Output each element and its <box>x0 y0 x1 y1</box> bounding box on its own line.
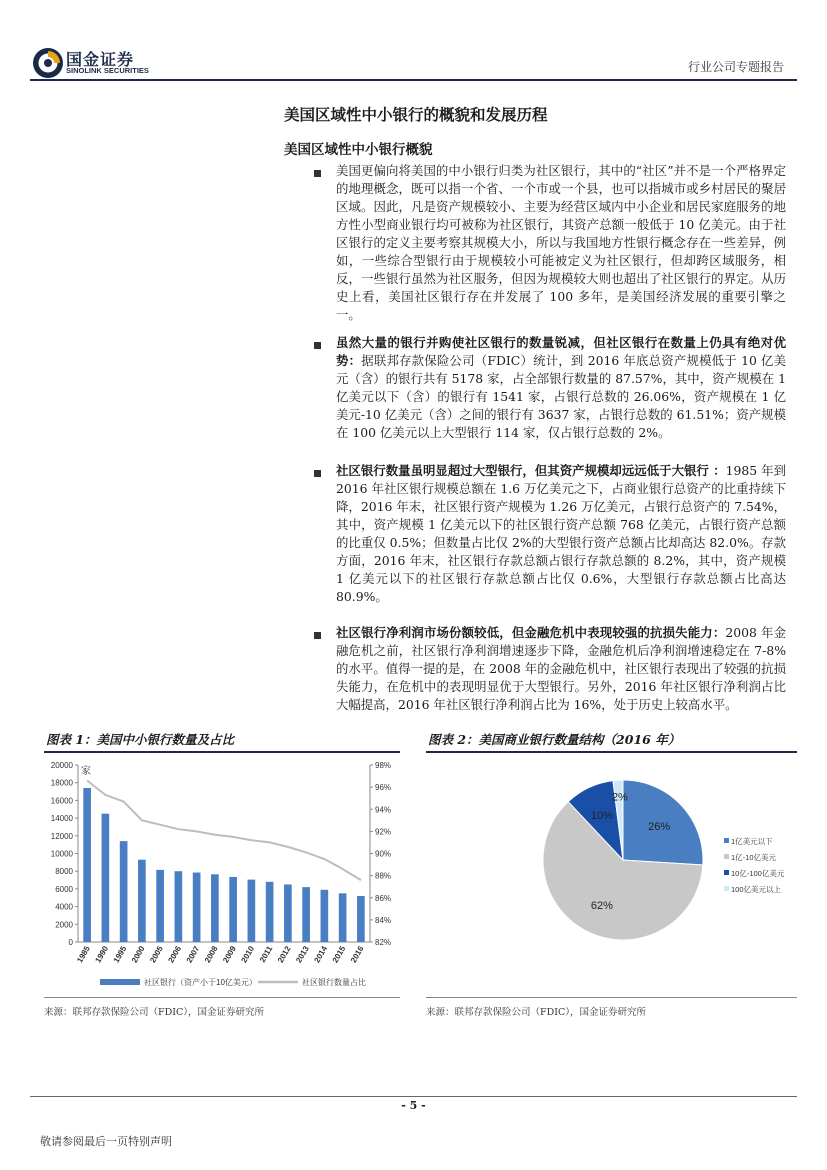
subsection-title: 美国区域性中小银行概貌 <box>284 142 433 158</box>
bar-community-banks <box>339 893 347 942</box>
paragraph-3-lead: 社区银行数量虽明显超过大型银行，但其资产规模却远远低于大银行 ： <box>336 463 726 478</box>
paragraph-4 <box>336 624 786 714</box>
right-tick-label: 94% <box>375 805 392 815</box>
paragraph-2-lead: 虽然大量的银行并购使社区银行的数量锐减，但社区银行在数量上仍具有绝对优势： <box>336 335 786 369</box>
x-tick-label: 1985 <box>75 944 92 965</box>
x-tick-label: 2007 <box>184 944 202 965</box>
page-number: - 5 - <box>401 1099 426 1112</box>
legend-swatch <box>724 854 729 859</box>
paragraph-1-body: 美国更偏向将美国的中小银行归类为社区银行，其中的“社区”并不是一个严格界定的地理概念，既可以指一个省、一个市或一个县，也可以指城市或乡村居民的聚居区域。因此，凡是资产规模较小、主要为经营区域内中小企业和居民家庭服务的地方性小型商业银行均可被称为社区银行，其资产总额一般低于 10 亿美元。由于社区银行的定义主要考察其规模大小，所以与我国地方性银行概念存在一些差异，例如，一些综合型银行由于规模较小可能被定义为社区银行，但却跨区域服务，相反，一些银行虽然为社区服务，但因为规模较大则也超出了社区银行的界定。从历史上看，美国社区银行存在并发展了 100 多年，是美国经济发展的重要引擎之一。 <box>336 163 786 323</box>
logo-english-name: SINOLINK SECURITIES <box>66 66 149 75</box>
left-tick-label: 20000 <box>50 761 73 770</box>
pie-slice-label: 26% <box>648 821 671 833</box>
x-tick-label: 2008 <box>202 944 220 965</box>
legend-label: 10亿-100亿美元 <box>731 869 785 878</box>
left-tick-label: 10000 <box>50 849 73 859</box>
pie-slice-label: 2% <box>611 791 628 804</box>
pie-slice-label: 62% <box>590 899 613 912</box>
paragraph-2-body: 据联邦存款保险公司（FDIC）统计，到 2016 年底总资产规模低于 10 亿美元（含）的银行共有 5178 家，占全部银行数量的 87.57%，其中，资产规模在 1 亿美元以下（含）的银行有 1541 家，占银行总数的 26.06%，资产规模在 1 亿美元-10 亿美元（含）之间的银行有 3637 家，占银行总数的 61.51%；资产规模在 100 亿美元以上大型银行 114 家，仅占银行总数的 2%。 <box>336 353 787 441</box>
paragraph-1 <box>336 162 786 324</box>
right-tick-label: 92% <box>375 827 392 837</box>
section-title: 美国区域性中小银行的概貌和发展历程 <box>284 105 548 124</box>
bar-community-banks <box>102 814 110 942</box>
right-tick-label: 86% <box>375 893 392 903</box>
left-tick-label: 6000 <box>55 884 73 894</box>
figure-2-source: 来源：联邦存款保险公司（FDIC），国金证券研究所 <box>426 1007 646 1018</box>
right-tick-label: 96% <box>375 783 392 793</box>
paragraph-4-lead: 社区银行净利润市场份额较低，但金融危机中表现较强的抗损失能力： <box>336 625 726 640</box>
bar-community-banks <box>357 896 365 942</box>
pie-slice-label: 10% <box>590 810 613 823</box>
x-tick-label: 2016 <box>348 944 366 965</box>
x-tick-label: 1990 <box>93 944 111 965</box>
bullet-marker <box>314 632 321 639</box>
left-tick-label: 2000 <box>55 920 73 930</box>
paragraph-4-body: 2008 年金融危机之前，社区银行净利润增速逐步下降，金融危机后净利润增速稳定在 7-8%的水平。值得一提的是，在 2008 年的金融危机中，社区银行表现出了较强的抗损失能力，在危机中的表现明显优于大型银行。另外，2016 年社区银行净利润占比大幅提高，2016 年社区银行净利润占比为 16%，处于历史上较高水平。 <box>336 625 787 713</box>
x-tick-label: 2012 <box>275 944 293 965</box>
legend-bar-swatch <box>100 979 140 985</box>
left-tick-label: 4000 <box>55 902 73 912</box>
left-tick-label: 16000 <box>50 796 73 806</box>
x-tick-label: 2014 <box>312 944 330 965</box>
x-tick-label: 2015 <box>330 944 348 965</box>
legend-bar-label: 社区银行（资产小于10亿美元） <box>144 978 257 987</box>
bar-community-banks <box>175 871 183 942</box>
bar-community-banks <box>229 877 237 942</box>
line-community-share <box>87 781 361 881</box>
x-tick-label: 2009 <box>221 944 238 965</box>
right-tick-label: 98% <box>375 761 392 770</box>
left-tick-label: 12000 <box>50 831 73 841</box>
bar-community-banks <box>138 860 146 942</box>
paragraph-3-body: 1985 年到 2016 年社区银行规模总额在 1.6 万亿美元之下，占商业银行总资产的比重持续下降，2016 年末，社区银行资产规模为 1.26 万亿美元，占银行总资产的 7.54%，其中，资产规模 1 亿美元以下的社区银行资产总额 768 亿美元，占银行资产总额的比重仅 0.5%；但数量占比仅 2%的大型银行资产总额占比却高达 82.0%。存款方面，2016 年末，社区银行存款总额占银行存款总额的 8.2%，其中，资产规模 1 亿美元以下的社区银行存款总额占比仅 0.6%，大型银行存款总额占比高达 80.9%。 <box>336 463 786 605</box>
x-tick-label: 2013 <box>294 944 311 965</box>
legend-swatch <box>724 870 729 875</box>
bar-community-banks <box>284 884 292 942</box>
figure-1-title-rule <box>44 751 400 753</box>
bullet-marker <box>314 470 321 477</box>
left-tick-label: 14000 <box>50 814 73 824</box>
x-tick-label: 2010 <box>239 944 257 965</box>
right-tick-label: 84% <box>375 915 392 925</box>
legend-swatch <box>724 838 729 843</box>
bar-community-banks <box>302 887 310 942</box>
footer-divider <box>30 1096 797 1097</box>
bank-count-chart <box>40 755 405 995</box>
left-tick-label: 18000 <box>50 778 73 788</box>
left-tick-label: 8000 <box>55 867 73 877</box>
right-tick-label: 90% <box>375 849 392 859</box>
right-tick-label: 82% <box>375 938 392 947</box>
bar-community-banks <box>211 874 219 942</box>
legend-label: 1亿-10亿美元 <box>731 853 777 862</box>
bullet-marker <box>314 170 321 177</box>
logo-chinese-name: 国金证券 <box>66 50 135 69</box>
x-tick-label: 2000 <box>129 944 147 965</box>
figure-1-bottom-rule <box>44 997 400 998</box>
left-axis-unit-label: 家 <box>81 766 91 777</box>
report-type-label: 行业公司专题报告 <box>687 60 784 74</box>
bar-community-banks <box>321 890 329 942</box>
left-tick-label: 0 <box>68 938 73 947</box>
legend-label: 1亿美元以下 <box>731 837 773 846</box>
bar-community-banks <box>120 841 128 942</box>
figure-2-bottom-rule <box>426 997 797 998</box>
bank-structure-pie-chart <box>426 755 797 995</box>
x-tick-label: 2011 <box>257 944 275 965</box>
x-tick-label: 2005 <box>148 944 165 965</box>
bar-community-banks <box>266 882 274 942</box>
figure-2-title: 图表 2：美国商业银行数量结构（2016 年） <box>428 732 681 747</box>
bar-community-banks <box>83 788 91 942</box>
legend-label: 100亿美元以上 <box>731 885 782 894</box>
bar-community-banks <box>156 870 164 942</box>
bar-community-banks <box>248 880 256 942</box>
x-tick-label: 2006 <box>166 944 184 965</box>
x-tick-label: 1995 <box>111 944 129 965</box>
figure-1-title: 图表 1：美国中小银行数量及占比 <box>46 732 235 747</box>
figure-1-source: 来源：联邦存款保险公司（FDIC），国金证券研究所 <box>44 1007 264 1018</box>
paragraph-2 <box>336 334 786 442</box>
company-logo-icon <box>32 47 64 79</box>
figure-2-title-rule <box>426 751 797 753</box>
right-tick-label: 88% <box>375 871 392 881</box>
legend-swatch <box>724 886 729 891</box>
legend-line-label: 社区银行数量占比 <box>302 978 366 987</box>
bar-community-banks <box>193 873 201 942</box>
bullet-marker <box>314 342 321 349</box>
paragraph-3 <box>336 462 786 606</box>
header-divider <box>30 79 797 81</box>
disclaimer-note: 敬请参阅最后一页特别声明 <box>40 1135 172 1148</box>
